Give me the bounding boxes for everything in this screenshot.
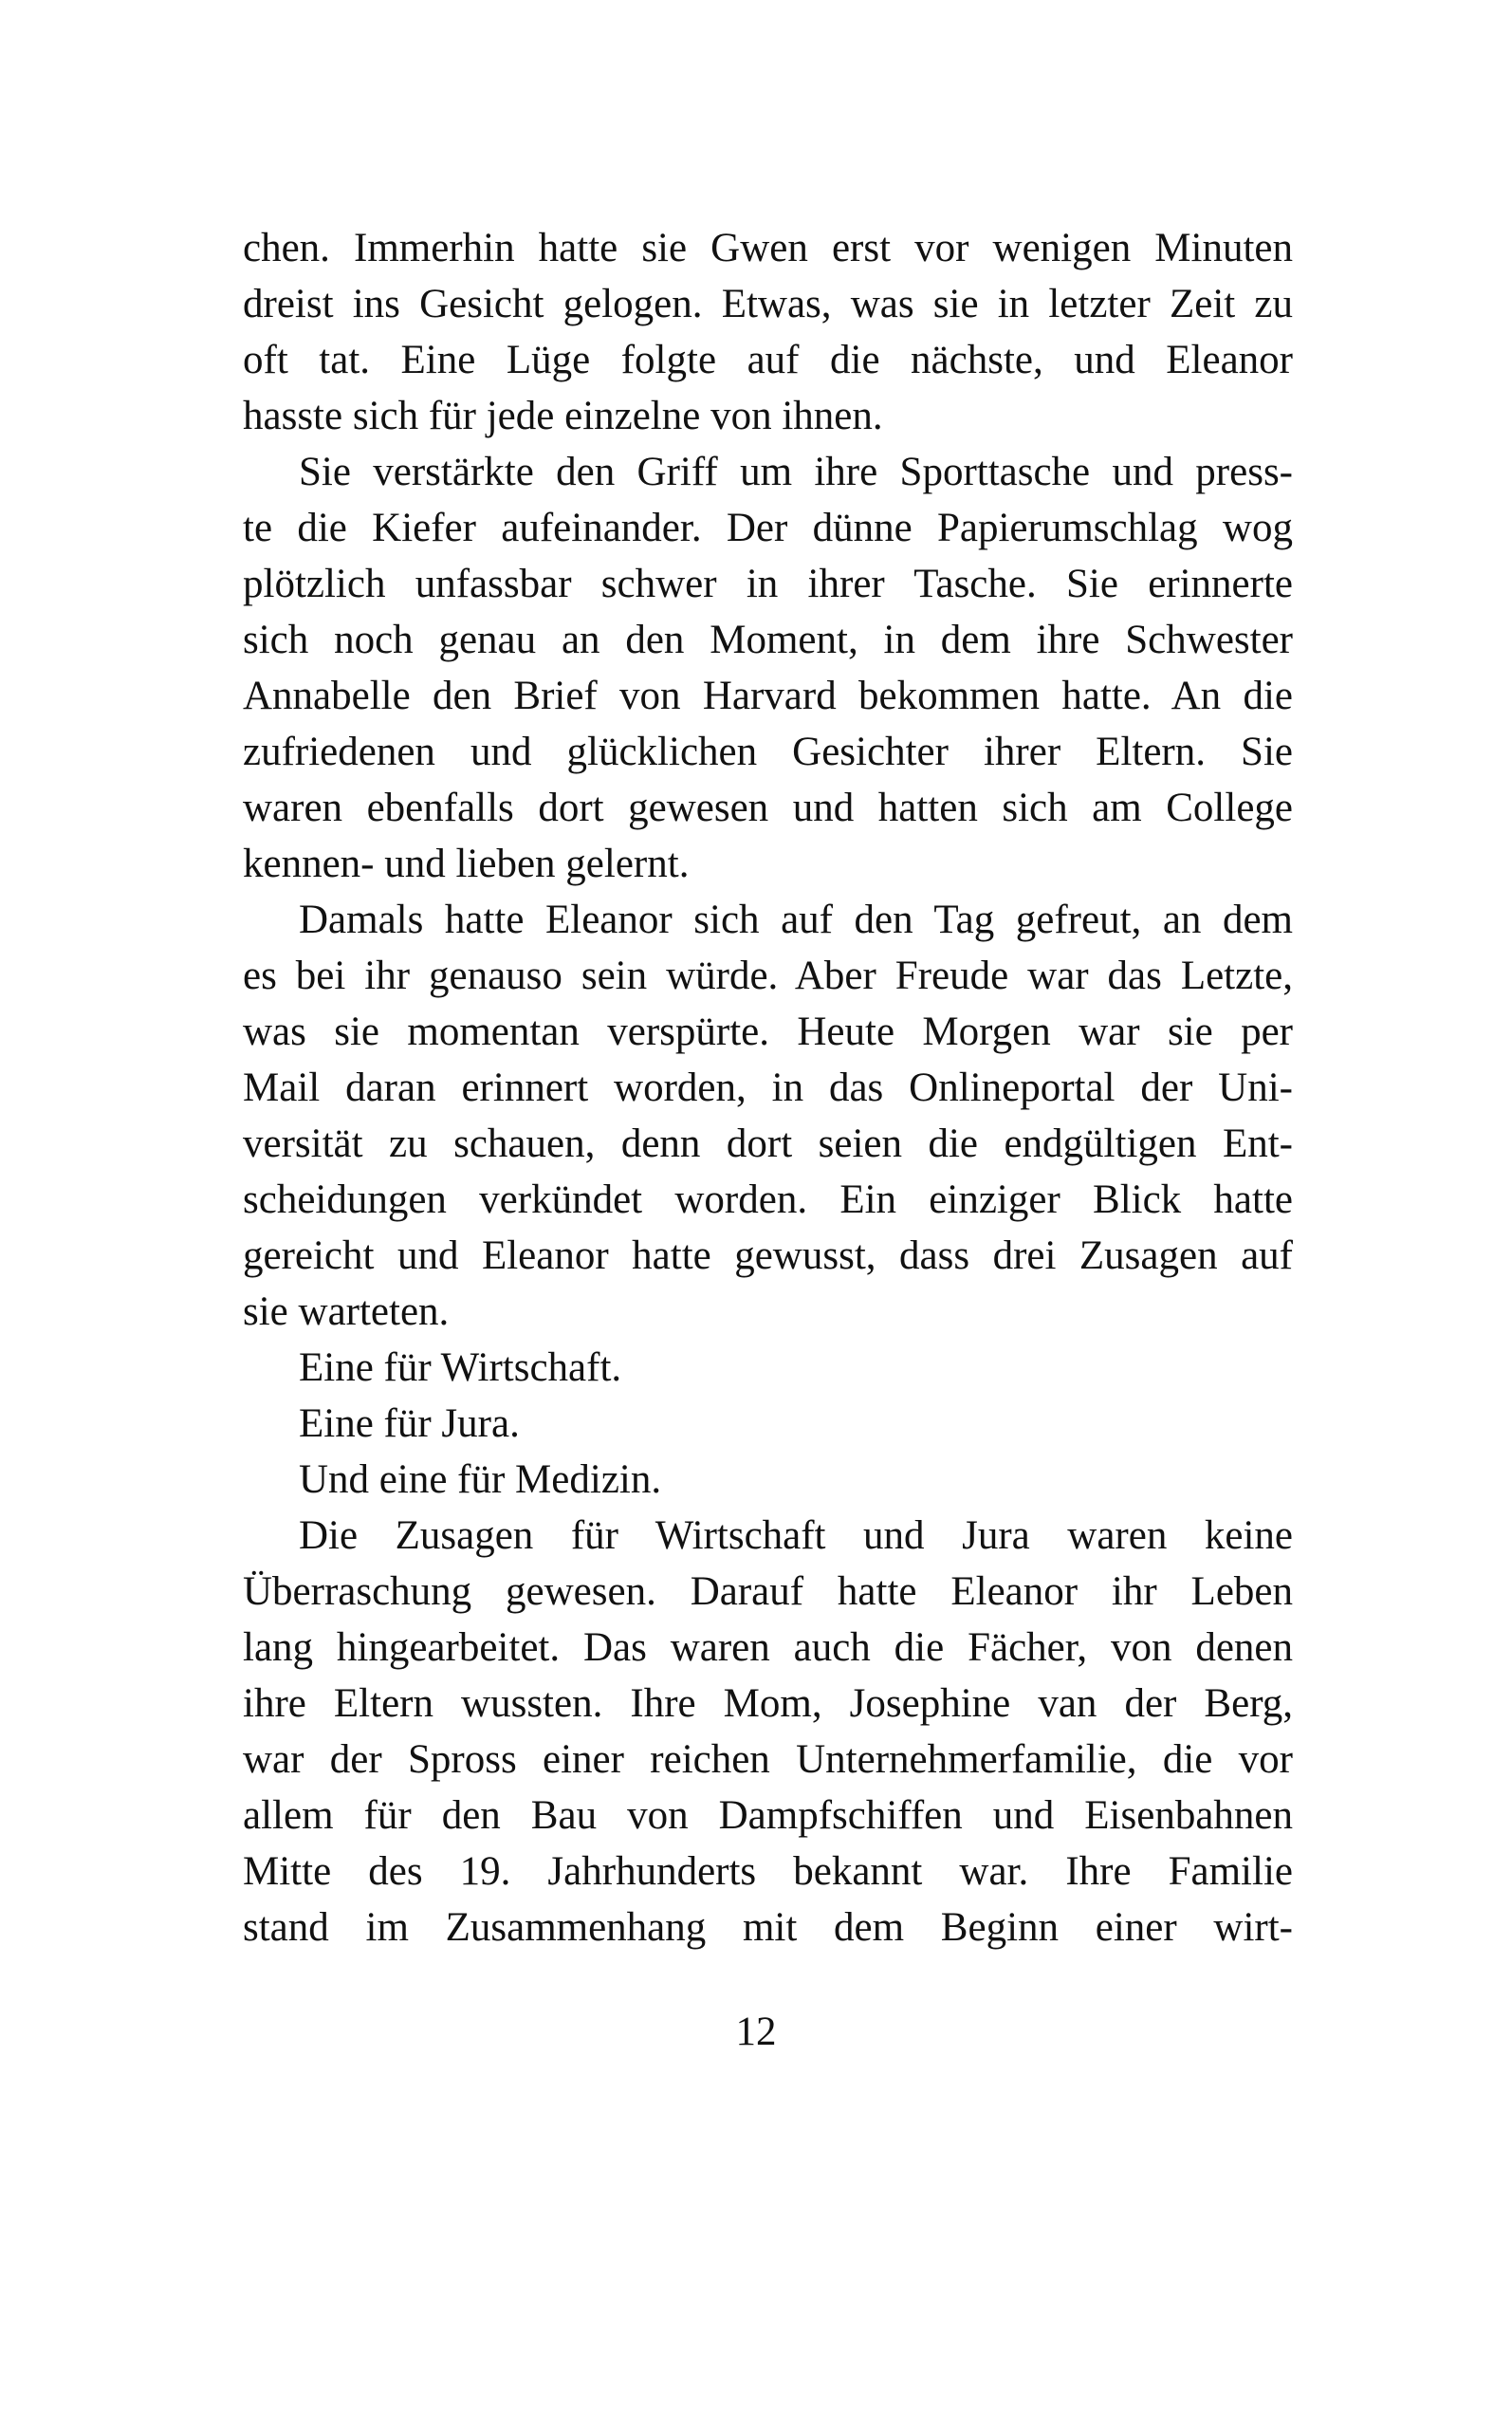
page-number: 12 [735,2010,777,2054]
text-line: gereicht und Eleanor hatte gewusst, dass drei Zusagen auf [243,1233,1293,1278]
body-text [243,220,1293,1955]
text-line: Sie verstärkte den Griff um ihre Sporttasche und press- [299,450,1293,494]
text-line: lang hingearbeitet. Das waren auch die Fächer, von denen [243,1625,1293,1670]
text-line: ihre Eltern wussten. Ihre Mom, Josephine van der Berg, [243,1681,1293,1726]
text-line: sie warteten. [243,1289,450,1334]
text-line: Annabelle den Brief von Harvard bekommen hatte. An die [243,674,1293,718]
text-line: was sie momentan verspürte. Heute Morgen war sie per [243,1010,1293,1054]
text-line: dreist ins Gesicht gelogen. Etwas, was sie in letzter Zeit zu [243,282,1293,326]
text-line: stand im Zusammenhang mit dem Beginn einer wirt- [243,1905,1293,1950]
text-line: Mitte des 19. Jahrhunderts bekannt war. Ihre Familie [243,1849,1293,1894]
text-line: es bei ihr genauso sein würde. Aber Freude war das Letzte, [243,954,1293,998]
text-line: Und eine für Medizin. [299,1457,662,1502]
text-line: Mail daran erinnert worden, in das Onlineportal der Uni- [243,1066,1293,1110]
text-line: Die Zusagen für Wirtschaft und Jura waren keine [299,1513,1293,1558]
text-line: versität zu schauen, denn dort seien die endgültigen Ent- [243,1121,1293,1166]
text-line: war der Spross einer reichen Unternehmerfamilie, die vor [243,1737,1293,1782]
text-line: scheidungen verkündet worden. Ein einziger Blick hatte [243,1177,1293,1222]
text-line: chen. Immerhin hatte sie Gwen erst vor wenigen Minuten [243,226,1293,270]
text-line: te die Kiefer aufeinander. Der dünne Papierumschlag wog [243,506,1293,550]
text-line: waren ebenfalls dort gewesen und hatten sich am College [243,786,1293,830]
text-line: Eine für Wirtschaft. [299,1345,622,1390]
text-line: kennen- und lieben gelernt. [243,842,690,886]
text-line: Damals hatte Eleanor sich auf den Tag gefreut, an dem [299,898,1293,942]
text-line: hasste sich für jede einzelne von ihnen. [243,394,883,438]
text-line: oft tat. Eine Lüge folgte auf die nächste, und Eleanor [243,338,1293,382]
text-line: allem für den Bau von Dampfschiffen und Eisenbahnen [243,1793,1293,1838]
text-line: Überraschung gewesen. Darauf hatte Eleanor ihr Leben [243,1569,1293,1614]
text-line: zufriedenen und glücklichen Gesichter ihrer Eltern. Sie [243,730,1293,774]
text-line: Eine für Jura. [299,1401,520,1446]
text-line: sich noch genau an den Moment, in dem ihre Schwester [243,618,1293,662]
text-line: plötzlich unfassbar schwer in ihrer Tasche. Sie erinnerte [243,562,1293,606]
